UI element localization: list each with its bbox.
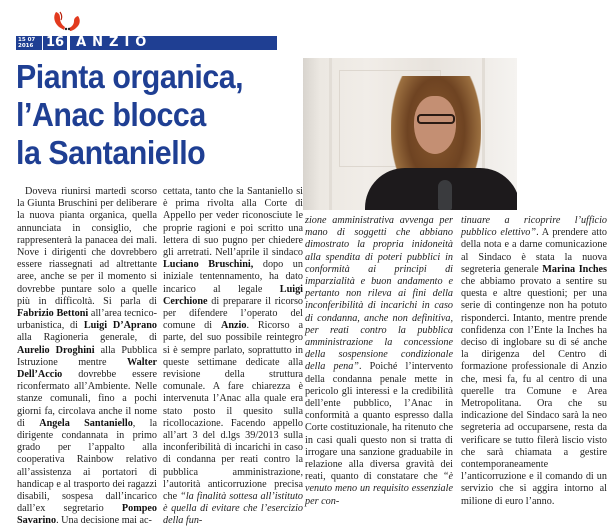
article-photo: [303, 58, 517, 210]
quotation: zione amministrativa avvenga per mano di soggetti che abbiano dimostrato la propria inidoneità alla spendita di poteri pubblici in conformità ai principi di imparzialità e buon andamento e pertanto non rileva ai fini della inconferibilità di incarichi in caso di condanna, anche non definitiva, per reati contro la pubblica amministrazione la concessione della sospensione condizionale della pena”: [305, 215, 453, 373]
body-text: alla Pubblica Istruzione mentre: [17, 344, 158, 368]
body-text: . A prendere atto della nota e a darne comunicazione al Sindaco è stata la nuova segreteria generale: [461, 227, 607, 275]
lobster-icon: [52, 10, 82, 34]
headline-line-3: la Santaniello: [16, 134, 206, 171]
person-name: Pompeo Savarino: [17, 503, 157, 527]
section-title: ANZIO: [70, 36, 277, 50]
body-text: all’area tecnico-urbanistica, di: [17, 308, 157, 332]
person-name: Luigi D’Aprano: [83, 320, 157, 332]
article-column-1: [17, 186, 157, 528]
microphone-icon: [438, 180, 452, 210]
column-text: [461, 215, 607, 508]
headline-line-2: l’Anac blocca: [16, 96, 206, 133]
body-text: di preparare il ricorso per difendere l’operato del comune di: [163, 295, 303, 332]
body-text: dopo un iniziale tentennamento, ha dato incarico al legale: [163, 259, 303, 295]
page-number: 16: [43, 36, 67, 50]
article-column-3: [305, 215, 453, 508]
person-name: Aurelio Droghini: [17, 344, 95, 356]
date-day-month: 15 07: [18, 37, 36, 43]
article-column-2: [163, 186, 303, 528]
person-name: Angela Santaniello: [39, 417, 133, 429]
body-text: dovrebbe essere riconfermato all’Ambiente. Nelle stanze comunali, fino a pochi giorni fa, circolava anche il nome di: [17, 369, 157, 429]
body-text: . Una decisione mai ac-: [56, 515, 152, 527]
body-text: alla Ragioneria generale, di: [17, 332, 157, 344]
quotation: tinuare a ricoprire l’ufficio pubblico elettivo”: [461, 215, 607, 239]
issue-date: [16, 36, 42, 50]
quotation: “è venuto meno un requisito essenziale per con-: [305, 471, 453, 507]
quotation: “la finalità sottesa all’istituto è quella di evitare che l’esercizio della fun-: [163, 491, 304, 527]
person-name: Luciano Bruschini,: [163, 259, 254, 271]
body-text: cettata, tanto che la Santaniello si è prima rivolta alla Corte di Appello per veder riconosciute le proprie ragioni e poi scritto una lettera di suo pugno per chiedere gli arretrati. Nell’aprile il sindaco: [163, 186, 303, 259]
person-name: Walter Dell’Accio: [17, 356, 157, 381]
body-text: . Ricorso a parte, del suo possibile reintegro si è sempre parlato, soprattutto in queste settimane dedicate alla revisione della struttura comunale. A fare chiarezza è intervenuta l’Anac alla quale era stato posto il quesito sulla ricollocazione. Facendo appello all’art 3 del d.lgs 39/2013 sulla inconferibilità di incarichi in caso di condanna per reati contro la pubblica amministrazione, l’autorità anticorruzione precisa che: [163, 320, 303, 503]
person-name: Luigi Cerchione: [163, 283, 303, 307]
photo-face: [414, 96, 456, 154]
body-text: , la dirigente condannata in primo grado per l’appalto alla cooperativa Rainbow relativo all’assistenza ai portatori di handicap e al trasporto dei ragazzi disabili, sospesa dall’incarico dall’ex segretario: [17, 417, 157, 515]
photo-glasses: [417, 114, 455, 124]
column-text: [163, 186, 303, 528]
body-text: . Poiché l’intervento della condanna penale mette in pericolo gli interessi e la credibilità dell’ente pubblico, l’Anac in conformità a quanto espresso dalla Corte costituzionale, ha ritenuto che in casi quali questo non si tratta di irrogare una sanzione graduabile in relazione alla diversa gravità dei reati, quanto di constatare che: [305, 361, 453, 483]
body-text: Doveva riunirsi martedì scorso la Giunta Bruschini per deliberare la nuova pianta organica, quella annunciata in consiglio, che rappresenterà la panacea dei mali. Nove i dirigenti che dovrebbero essere riassegnati ad altrettante aree, anche se per il momento si dovrebbe puntare solo a quelle più in difficoltà. Si parla di: [17, 186, 157, 307]
headline: [16, 58, 283, 172]
masthead: [0, 0, 615, 56]
column-text: [17, 186, 157, 528]
column-text: [305, 215, 453, 508]
date-year: 2016: [18, 43, 34, 49]
section-bar: [16, 36, 277, 50]
person-name: Anzio: [220, 320, 247, 332]
headline-line-1: Pianta organica,: [16, 58, 244, 95]
person-name: Fabrizio Bettoni: [17, 308, 89, 320]
person-name: Marina Inches: [542, 263, 607, 275]
article-column-4: [461, 215, 607, 508]
body-text: che abbiamo provato a sentire su questa e altre questioni; per una serie di contingenze non ha potuto risponderci. Intanto, mentre prende confidenza con l’Ente la Inches ha deciso di inglobare su di sé anche la dirigenza del Centro di formazione professionale di Anzio che, mesi fa, fu al centro di una querelle tra Comune e Area Metropolitana. Ora che su indicazione del Sindaco sarà la neo segreteria ad occuparsene, resta da verificare se tutto filerà liscio visto che sarà chiamata a gestire contemporaneamente l’anticorruzione e il comando di un servizio che si aggira intorno al milione di euro l’anno.: [461, 276, 607, 507]
